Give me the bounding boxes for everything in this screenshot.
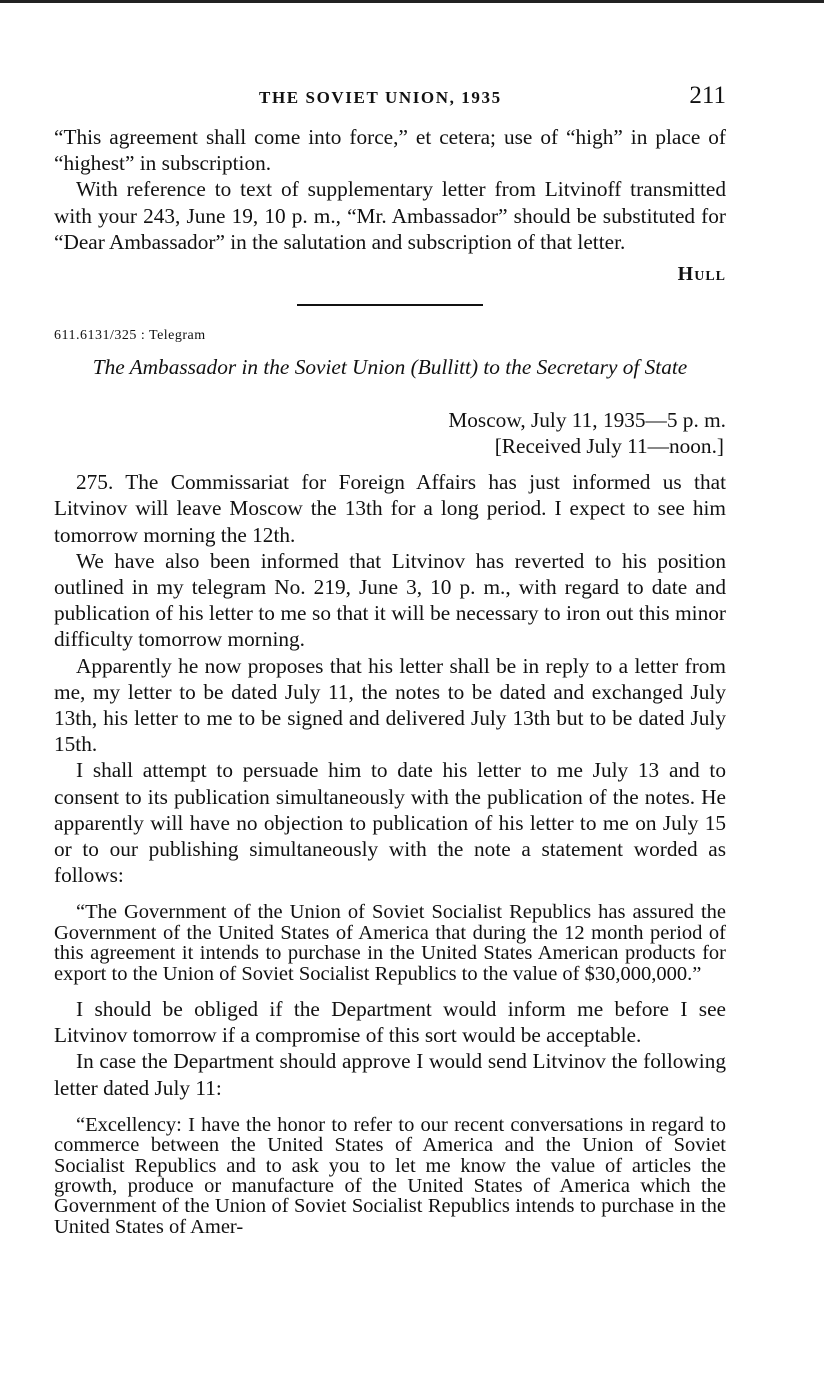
page-header (54, 82, 726, 112)
body-paragraph: In case the Department should approve I would send Litvinov the following letter dated July 11: (54, 1049, 726, 1100)
signature: Hull (677, 263, 726, 286)
dateline: Moscow, July 11, 1935—5 p. m. (448, 407, 726, 432)
document-title: The Ambassador in the Soviet Union (Bullitt) to the Secretary of State (92, 355, 688, 380)
quoted-statement: “The Government of the Union of Soviet Socialist Republics has assured the Government of the United States of America that during the 12 month period of this agreement it intends to purchase in the United States American products for export to the Union of Soviet Socialist Republics to the value of $30,000,000.” (54, 901, 726, 985)
section-divider (297, 304, 483, 306)
received-note: [Received July 11—noon.] (494, 433, 724, 458)
dateline-block (54, 407, 726, 460)
telegram-body (54, 469, 726, 1237)
running-head: THE SOVIET UNION, 1935 (259, 88, 502, 107)
body-paragraph: Apparently he now proposes that his letter shall be in reply to a letter from me, my letter to be dated July 11, the notes to be dated and exchanged July 13th, his letter to me to be signed and delivered July 13th but to be dated July 15th. (54, 653, 726, 757)
body-paragraph: We have also been informed that Litvinov has reverted to his position outlined in my telegram No. 219, June 3, 10 p. m., with regard to date and publication of his letter to me so that it will be necessary to iron out this minor difficulty tomorrow morning. (54, 548, 726, 652)
continuation-paragraph: “This agreement shall come into force,” et cetera; use of “high” in place of “highest” in subscription. (54, 125, 726, 176)
page-body (54, 124, 726, 1249)
file-reference: 611.6131/325 : Telegram (54, 328, 206, 344)
page-number: 211 (689, 82, 726, 109)
body-paragraph: I shall attempt to persuade him to date his letter to me July 13 and to consent to its publication simultaneously with the publication of the notes. He apparently will have no objection to publication of his letter to me on July 15 or to our publishing simultaneously with the note a statement worded as follows: (54, 758, 726, 888)
continuation-paragraph: With reference to text of supplementary letter from Litvinoff transmitted with your 243, June 19, 10 p. m., “Mr. Ambassador” should be substituted for “Dear Ambassador” in the salutation and subscription of that letter. (54, 177, 726, 254)
body-paragraph: 275. The Commissariat for Foreign Affairs has just informed us that Litvinov will leave Moscow the 13th for a long period. I expect to see him tomorrow morning the 12th. (54, 470, 726, 547)
body-paragraph: I should be obliged if the Department would inform me before I see Litvinov tomorrow if a compromise of this sort would be acceptable. (54, 996, 726, 1048)
quoted-letter: “Excellency: I have the honor to refer to our recent conversations in regard to commerce between the United States of America and the Union of Soviet Socialist Republics and to ask you to let me know the value of articles the growth, produce or manufacture of the United States of America which the Government of the Union of Soviet Socialist Republics intends to purchase in the United States of Amer- (54, 1113, 726, 1238)
page-top-rule (0, 0, 824, 3)
